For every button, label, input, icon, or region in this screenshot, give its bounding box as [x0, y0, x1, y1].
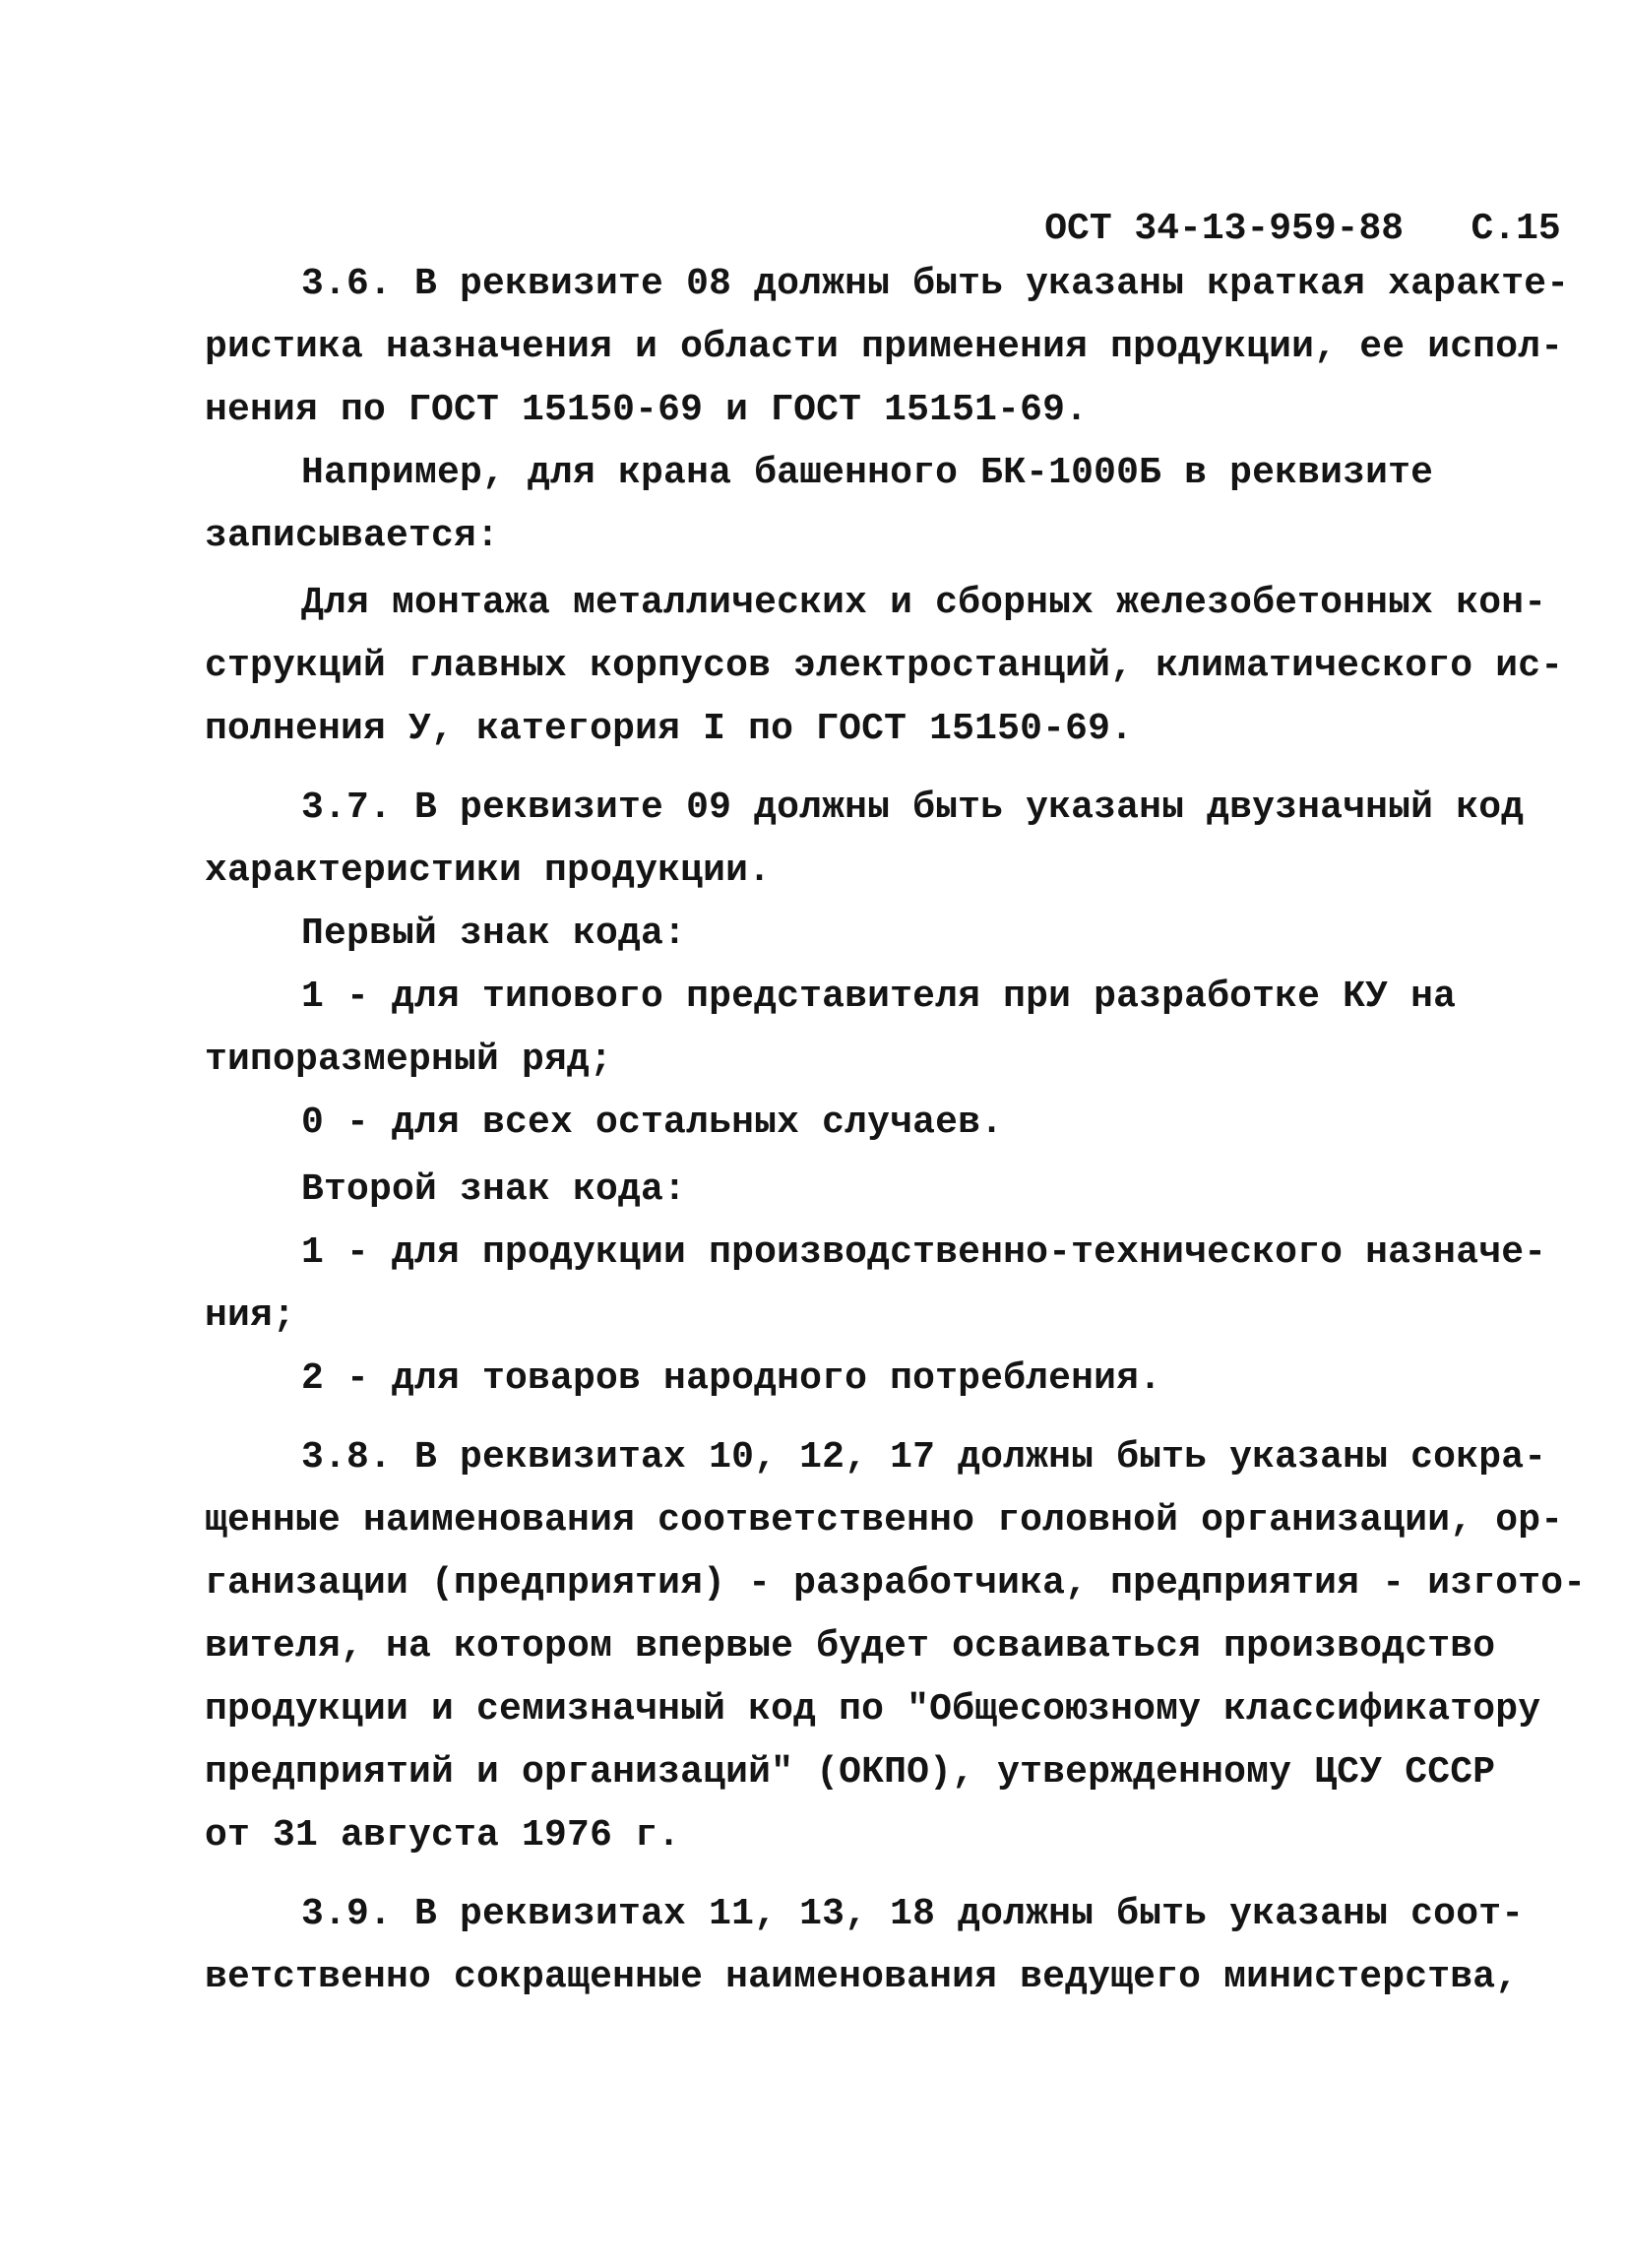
text-line: щенные наименования соответственно головной организации, ор-	[205, 1499, 1564, 1542]
text-line: 1 - для продукции производственно-технического назначе-	[301, 1231, 1547, 1274]
text-line: предприятий и организаций" (ОКПО), утвержденному ЦСУ СССР	[205, 1751, 1496, 1794]
text-line: струкций главных корпусов электростанций, климатического ис-	[205, 645, 1564, 687]
page-number: С.15	[1471, 208, 1561, 250]
text-line: записывается:	[205, 515, 500, 557]
text-line: Например, для крана башенного БК-1000Б в реквизите	[301, 452, 1434, 494]
text-line: 1 - для типового представителя при разработке КУ на	[301, 976, 1457, 1018]
document-code: ОСТ 34-13-959-88	[1044, 208, 1405, 250]
text-line: вителя, на котором впервые будет осваиваться производство	[205, 1625, 1496, 1668]
text-line: ристика назначения и области применения продукции, ее испол-	[205, 326, 1564, 368]
text-line: ганизации (предприятия) - разработчика, предприятия - изгото-	[205, 1562, 1587, 1605]
text-line: полнения У, категория I по ГОСТ 15150-69.	[205, 708, 1134, 750]
text-line: Для монтажа металлических и сборных железобетонных кон-	[301, 582, 1547, 624]
text-line: Второй знак кода:	[301, 1168, 687, 1211]
text-line: 3.8. В реквизитах 10, 12, 17 должны быть указаны сокра-	[301, 1436, 1547, 1479]
text-line: типоразмерный ряд;	[205, 1039, 613, 1081]
text-line: 0 - для всех остальных случаев.	[301, 1102, 1004, 1144]
text-line: нения по ГОСТ 15150-69 и ГОСТ 15151-69.	[205, 389, 1089, 431]
text-line: 2 - для товаров народного потребления.	[301, 1357, 1162, 1400]
text-line: продукции и семизначный код по "Общесоюзному классификатору	[205, 1688, 1541, 1731]
text-line: 3.6. В реквизите 08 должны быть указаны краткая характе-	[301, 263, 1570, 305]
text-line: характеристики продукции.	[205, 850, 772, 892]
text-line: ветственно сокращенные наименования ведущего министерства,	[205, 1956, 1519, 1998]
text-line: Первый знак кода:	[301, 913, 687, 955]
text-line: 3.9. В реквизитах 11, 13, 18 должны быть указаны соот-	[301, 1893, 1525, 1935]
text-line: ния;	[205, 1294, 296, 1337]
text-line: 3.7. В реквизите 09 должны быть указаны двузначный код	[301, 787, 1525, 829]
text-line: от 31 августа 1976 г.	[205, 1814, 681, 1857]
